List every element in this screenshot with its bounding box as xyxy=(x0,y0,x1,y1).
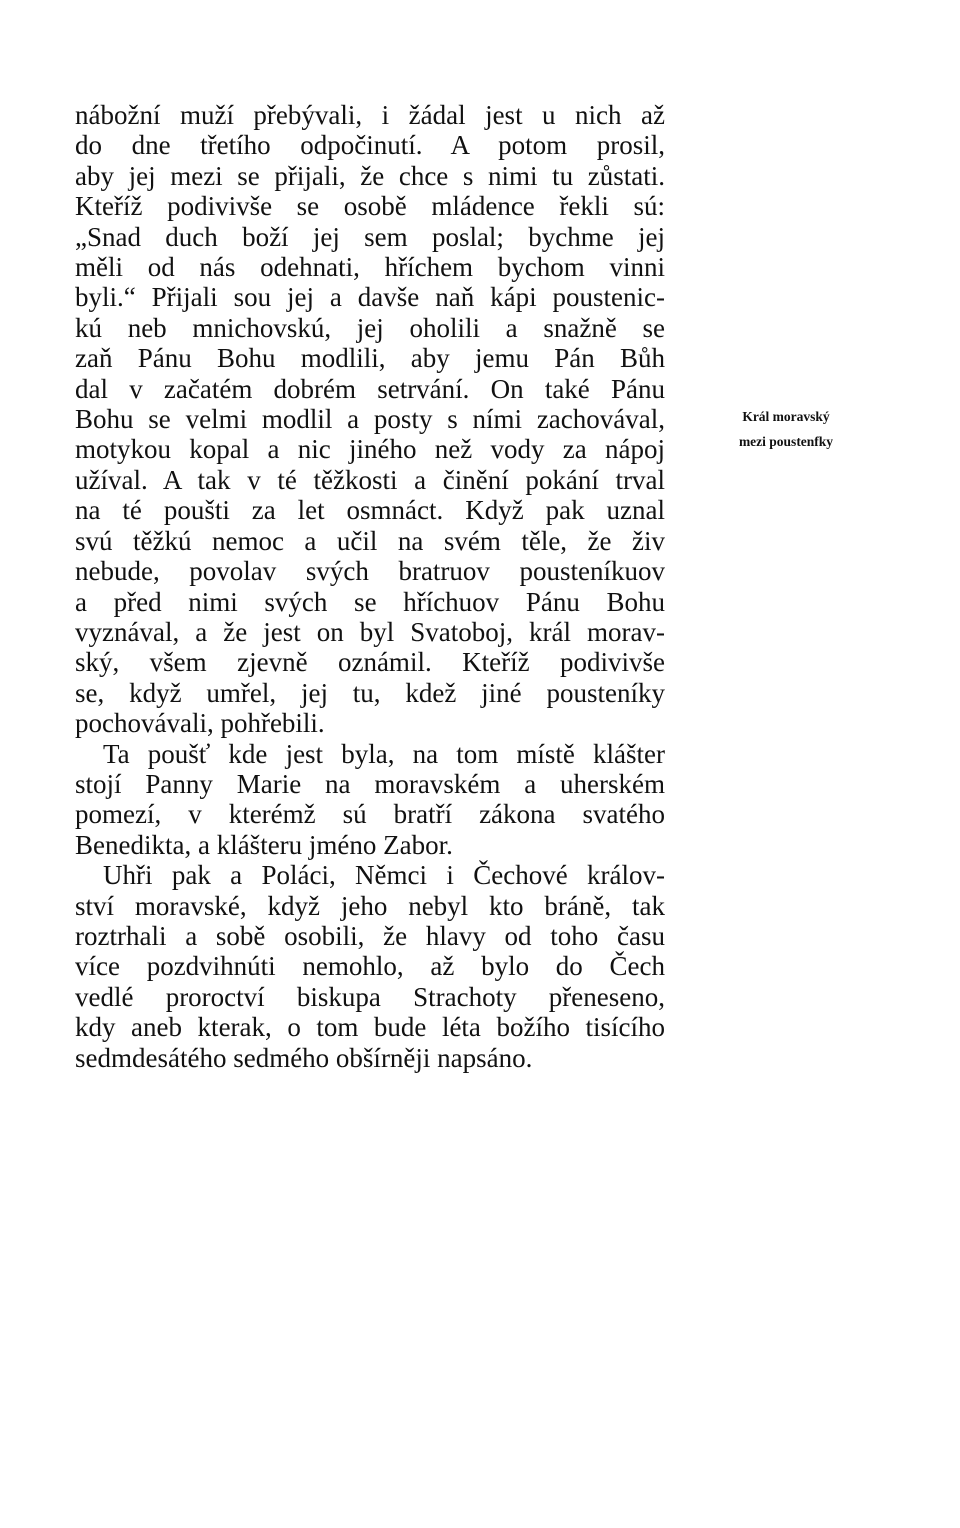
text-line: Bohu se velmi modlil a posty s ními zachovával, xyxy=(75,404,665,435)
text-line: na té poušti za let osmnáct. Když pak uznal xyxy=(75,495,665,526)
text-line: pochovávali, pohřebili. xyxy=(75,708,325,739)
text-line: užíval. A tak v té těžkosti a činění pokání trval xyxy=(75,464,665,495)
text-line: sedmdesátého sedmého obšírněji napsáno. xyxy=(75,1042,533,1073)
marginal-note xyxy=(696,404,876,454)
text-line: ství moravské, když jeho nebyl kto bráně, tak xyxy=(75,890,665,921)
text-line: Benedikta, a klášteru jméno Zabor. xyxy=(75,829,453,860)
text-line: měli od nás odehnati, hříchem bychom vinni xyxy=(75,252,665,283)
text-line: nábožní muží přebývali, i žádal jest u nich až xyxy=(75,100,665,130)
text-line: kú neb mnichovskú, jej oholili a snažně se xyxy=(75,312,665,343)
text-line: pomezí, v kterémž sú bratří zákona svatého xyxy=(75,799,665,830)
text-line: do dne třetího odpočinutí. A potom prosil, xyxy=(75,130,665,161)
paragraph-3 xyxy=(75,860,665,1073)
text-line: „Snad duch boží jej sem poslal; bychme jej xyxy=(75,221,665,252)
text-line: nebude, povolav svých bratruov pousteníkuov xyxy=(75,556,665,587)
main-text xyxy=(75,100,665,1073)
text-line: stojí Panny Marie na moravském a uherském xyxy=(75,768,665,799)
text-line: byli.“ Přijali sou jej a davše naň kápi poustenic- xyxy=(75,282,665,313)
text-line: roztrhali a sobě osobili, že hlavy od toho času xyxy=(75,920,665,951)
marginal-note-line: Král moravský xyxy=(742,409,830,424)
text-line: aby jej mezi se přijali, že chce s nimi tu zůstati. xyxy=(75,160,665,191)
text-line: více pozdvihnúti nemohlo, až bylo do Čech xyxy=(75,951,665,982)
paragraph-2 xyxy=(75,739,665,861)
text-line: ský, všem zjevně oznámil. Kteříž podivivše xyxy=(75,647,665,678)
text-line: Ta poušť kde jest byla, na tom místě klášter xyxy=(103,738,665,769)
text-line: Kteříž podivivše se osobě mládence řekli sú: xyxy=(75,191,665,222)
text-line: zaň Pánu Bohu modlili, aby jemu Pán Bůh xyxy=(75,343,665,374)
text-line: kdy aneb kterak, o tom bude léta božího tisícího xyxy=(75,1012,665,1043)
text-line: vyznával, a že jest on byl Svatoboj, král morav- xyxy=(75,616,665,647)
text-line: Uhři pak a Poláci, Němci i Čechové králov- xyxy=(103,860,665,891)
text-line: dal v začatém dobrém setrvání. On také Pánu xyxy=(75,373,665,404)
text-line: se, když umřel, jej tu, kdež jiné pousteníky xyxy=(75,677,665,708)
text-line: motykou kopal a nic jiného než vody za nápoj xyxy=(75,434,665,465)
text-line: svú těžkú nemoc a učil na svém těle, že živ xyxy=(75,525,665,556)
text-line: vedlé proroctví biskupa Strachoty přeneseno, xyxy=(75,981,665,1012)
marginal-note-line: mezi poustenfky xyxy=(738,434,834,449)
paragraph-1 xyxy=(75,100,665,739)
text-line: a před nimi svých se hříchuov Pánu Bohu xyxy=(75,586,665,617)
